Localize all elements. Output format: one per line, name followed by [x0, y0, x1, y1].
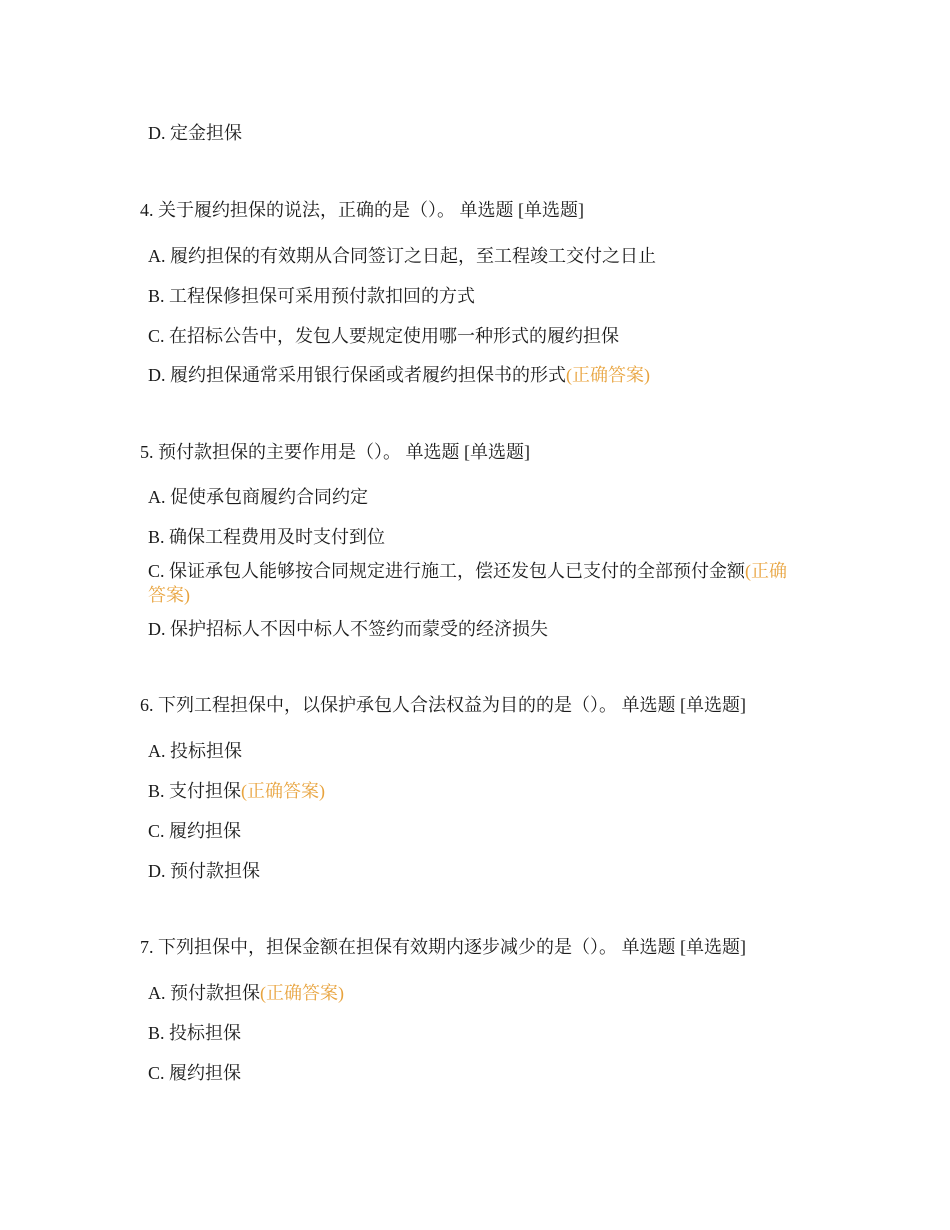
q5-option-b	[148, 525, 798, 549]
q5-option-c	[148, 559, 798, 607]
q6-option-d	[148, 859, 798, 883]
q4-option-a	[148, 244, 798, 268]
question-7-stem: 7. 下列担保中，担保金额在担保有效期内逐步减少的是（）。 单选题 [单选题]	[140, 937, 746, 957]
option-text: A. 履约担保的有效期从合同签订之日起，至工程竣工交付之日止	[148, 246, 656, 266]
option-text: A. 投标担保	[148, 741, 242, 761]
option-text: B. 确保工程费用及时支付到位	[148, 527, 386, 547]
question-5-stem: 5. 预付款担保的主要作用是（）。 单选题 [单选题]	[140, 442, 530, 462]
q6-option-c	[148, 819, 798, 843]
correct-answer-mark: (正确答案)	[241, 781, 326, 801]
correct-answer-mark: (正确答案)	[260, 983, 344, 1003]
option-text: B. 支付担保	[148, 781, 242, 801]
q4-option-c	[148, 324, 798, 348]
q6-option-a	[148, 739, 798, 763]
q7-option-a	[148, 981, 798, 1005]
option-text: D. 履约担保通常采用银行保函或者履约担保书的形式	[148, 365, 566, 385]
correct-answer-mark: (正确答案)	[566, 365, 650, 385]
question-4-stem: 4. 关于履约担保的说法，正确的是（）。 单选题 [单选题]	[140, 200, 584, 220]
option-text: C. 履约担保	[148, 821, 242, 841]
option-text: D. 预付款担保	[148, 861, 260, 881]
option-text: A. 促使承包商履约合同约定	[148, 487, 368, 507]
question-6-stem: 6. 下列工程担保中，以保护承包人合法权益为目的的是（）。 单选题 [单选题]	[140, 695, 746, 715]
option-text: B. 投标担保	[148, 1023, 242, 1043]
option-text: C. 保证承包人能够按合同规定进行施工，偿还发包人已支付的全部预付金额	[148, 561, 746, 581]
q7-option-b	[148, 1021, 798, 1045]
correct-answer-mark: (正确答案)	[148, 561, 788, 605]
q4-option-b	[148, 284, 798, 308]
option-text: A. 预付款担保	[148, 983, 260, 1003]
q5-option-a	[148, 485, 798, 509]
option-text: C. 在招标公告中，发包人要规定使用哪一种形式的履约担保	[148, 326, 620, 346]
q3-option-d	[148, 121, 798, 145]
q6-option-b	[148, 779, 798, 803]
option-text: C. 履约担保	[148, 1063, 242, 1083]
option-text: D. 定金担保	[148, 123, 242, 143]
q4-option-d	[148, 363, 798, 387]
q5-option-d	[148, 617, 798, 641]
q7-option-c	[148, 1061, 798, 1085]
option-text: D. 保护招标人不因中标人不签约而蒙受的经济损失	[148, 619, 548, 639]
option-text: B. 工程保修担保可采用预付款扣回的方式	[148, 286, 476, 306]
